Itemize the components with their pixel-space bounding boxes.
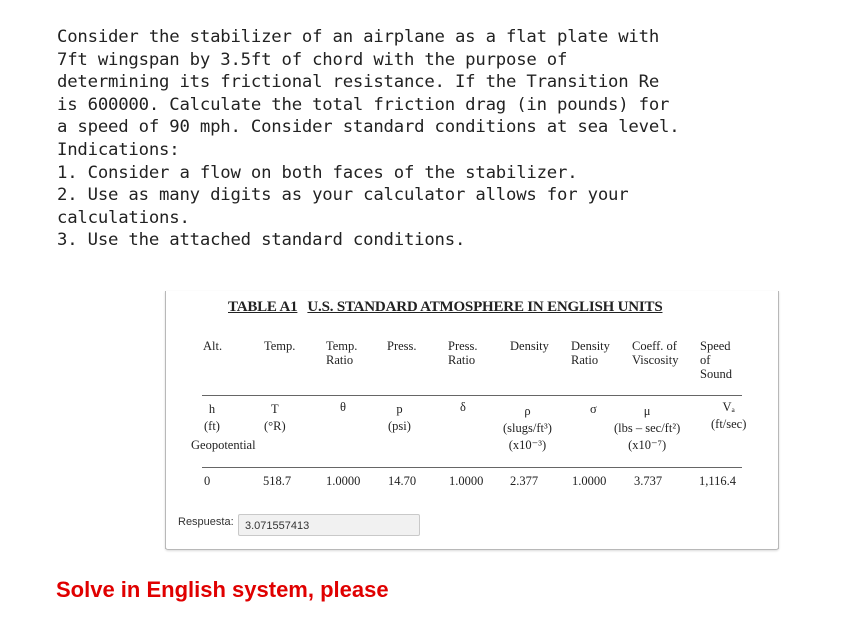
- header-density-ratio: Density Ratio: [571, 339, 610, 367]
- value-press-ratio: 1.0000: [449, 474, 484, 488]
- problem-line: is 600000. Calculate the total friction drag (in pounds) for: [57, 94, 670, 115]
- value-viscosity: 3.737: [634, 474, 663, 488]
- symbol-temp: T (°R): [264, 402, 286, 433]
- header-temp: Temp.: [264, 339, 296, 353]
- answer-field[interactable]: 3.071557413: [238, 514, 420, 536]
- value-press: 14.70: [388, 474, 417, 488]
- problem-statement: [57, 26, 827, 252]
- value-temp-ratio: 1.0000: [326, 474, 361, 488]
- header-density: Density: [510, 339, 549, 353]
- symbol-speed: Vₐ (ft/sec): [711, 400, 747, 431]
- table-heading: U.S. STANDARD ATMOSPHERE IN ENGLISH UNITS: [307, 299, 663, 315]
- header-press: Press.: [387, 339, 417, 353]
- problem-line: 2. Use as many digits as your calculator allows for your: [57, 185, 629, 206]
- attachment-panel: [165, 291, 779, 550]
- header-speed: Speed of Sound: [700, 339, 732, 381]
- header-alt: Alt.: [203, 339, 223, 353]
- answer-label: Respuesta:: [178, 516, 234, 528]
- table-title: [228, 299, 662, 316]
- value-density: 2.377: [510, 474, 539, 488]
- problem-line: Indications:: [57, 139, 180, 160]
- footer-instruction: Solve in English system, please: [56, 577, 389, 602]
- header-rule: [202, 395, 742, 396]
- symbol-press-ratio: δ: [460, 400, 466, 414]
- symbol-geopotential: Geopotential: [191, 438, 256, 452]
- symbol-press: p (psi): [388, 402, 411, 433]
- symbol-temp-ratio: θ: [340, 400, 346, 414]
- problem-line: Consider the stabilizer of an airplane as a flat plate with: [57, 27, 660, 47]
- header-temp-ratio: Temp. Ratio: [326, 339, 358, 367]
- problem-line: 1. Consider a flow on both faces of the stabilizer.: [57, 162, 578, 183]
- value-alt: 0: [204, 474, 211, 488]
- problem-line: a speed of 90 mph. Consider standard conditions at sea level.: [57, 117, 680, 138]
- value-speed: 1,116.4: [699, 474, 737, 488]
- row-rule: [202, 467, 742, 468]
- value-density-ratio: 1.0000: [572, 474, 607, 488]
- symbol-viscosity: μ (lbs – sec/ft²) (x10⁻⁷): [614, 404, 681, 452]
- symbol-alt: h (ft): [204, 402, 220, 433]
- problem-line: determining its frictional resistance. If the Transition Re: [57, 72, 660, 93]
- problem-line: 3. Use the attached standard conditions.: [57, 230, 466, 251]
- problem-line: 7ft wingspan by 3.5ft of chord with the purpose of: [57, 49, 568, 70]
- problem-line: calculations.: [57, 207, 190, 228]
- table-label: TABLE A1: [228, 299, 298, 315]
- symbol-density-ratio: σ: [590, 402, 597, 416]
- header-press-ratio: Press. Ratio: [448, 339, 478, 367]
- value-temp: 518.7: [263, 474, 292, 488]
- symbol-density: ρ (slugs/ft³) (x10⁻³): [503, 404, 552, 452]
- header-viscosity: Coeff. of Viscosity: [632, 339, 679, 367]
